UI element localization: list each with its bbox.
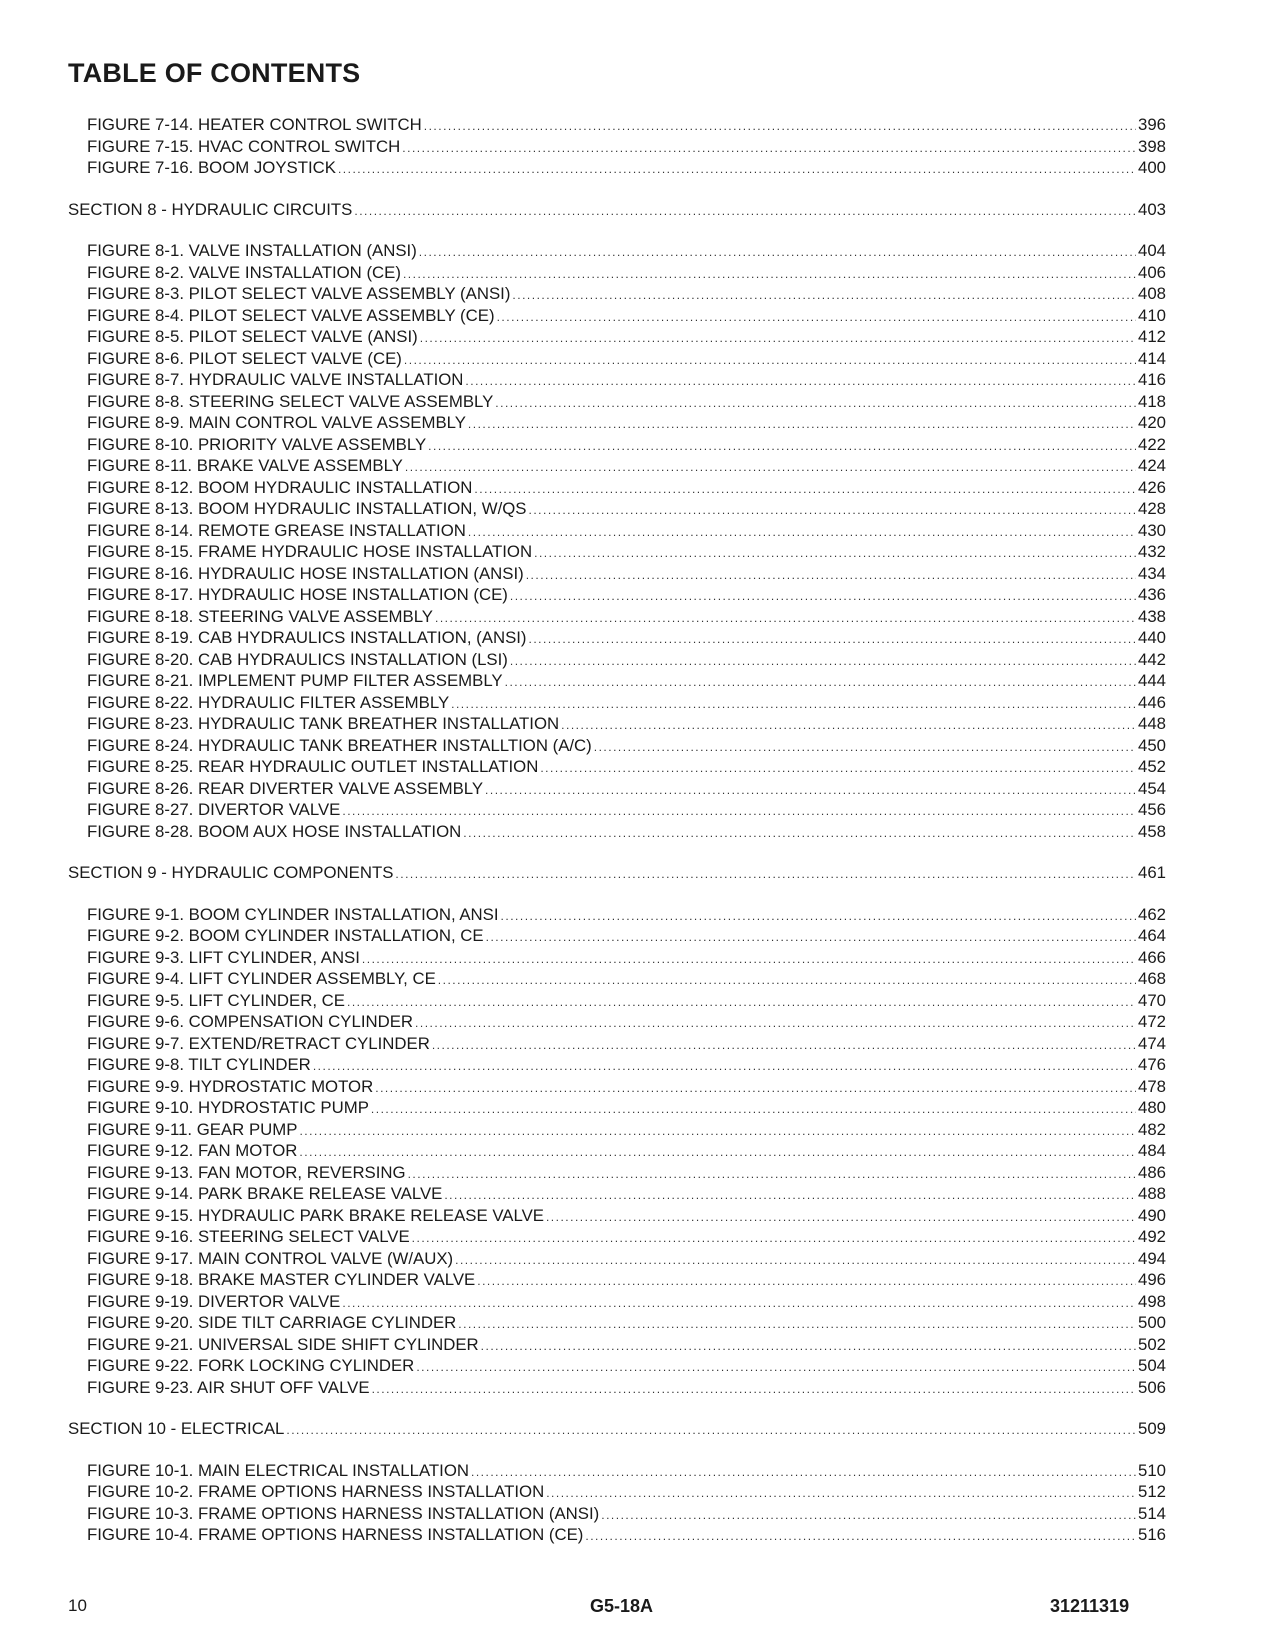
toc-entry-page: 468 [1138, 969, 1166, 988]
toc-figure-entry[interactable] [68, 947, 1166, 969]
toc-figure-entry[interactable] [68, 756, 1166, 778]
toc-entry-label: FIGURE 9-6. COMPENSATION CYLINDER [87, 1012, 414, 1031]
toc-entry-page: 470 [1138, 990, 1166, 1010]
toc-entry-label: FIGURE 8-21. IMPLEMENT PUMP FILTER ASSEMBLY [87, 671, 503, 690]
toc-figure-entry[interactable] [68, 1334, 1166, 1356]
dot-leader [375, 1076, 1136, 1100]
dot-leader [529, 627, 1136, 651]
toc-figure-entry[interactable] [68, 649, 1166, 671]
toc-entry-page: 420 [1138, 413, 1166, 432]
toc-figure-entry[interactable] [68, 1011, 1166, 1033]
toc-figure-entry[interactable] [68, 477, 1166, 499]
toc-entry-page: 472 [1138, 1012, 1166, 1031]
dot-leader [561, 713, 1136, 737]
toc-entry-page: 456 [1138, 800, 1166, 819]
toc-entry-label: FIGURE 8-15. FRAME HYDRAULIC HOSE INSTALLATION [87, 542, 533, 561]
dot-leader [495, 391, 1136, 415]
toc-entry-label: FIGURE 8-8. STEERING SELECT VALVE ASSEMBLY [87, 391, 494, 411]
toc-figure-entry[interactable] [68, 498, 1166, 520]
toc-figure-entry[interactable] [68, 1033, 1166, 1055]
toc-entry-page: 446 [1138, 692, 1166, 712]
toc-entry-label: FIGURE 8-10. PRIORITY VALVE ASSEMBLY [87, 434, 427, 454]
toc-entry-label: FIGURE 9-17. MAIN CONTROL VALVE (W/AUX) [87, 1248, 454, 1268]
toc-figure-entry[interactable] [68, 1269, 1166, 1291]
toc-entry-page: 461 [1138, 863, 1166, 882]
toc-entry-page: 418 [1138, 391, 1166, 411]
toc-figure-entry[interactable] [68, 455, 1166, 477]
dot-leader [463, 821, 1136, 845]
toc-entry-label: FIGURE 7-14. HEATER CONTROL SWITCH [87, 115, 422, 134]
toc-entry-label: FIGURE 8-3. PILOT SELECT VALVE ASSEMBLY (ANSI) [87, 284, 511, 303]
toc-entry-label: FIGURE 8-1. VALVE INSTALLATION (ANSI) [87, 241, 417, 260]
toc-entry-page: 398 [1138, 136, 1166, 156]
toc-entry-page: 486 [1138, 1162, 1166, 1182]
toc-figure-entry[interactable] [68, 434, 1166, 456]
dot-leader [451, 692, 1136, 716]
dot-leader [371, 1097, 1136, 1121]
toc-entry-page: 490 [1138, 1205, 1166, 1225]
toc-entry-page: 424 [1138, 456, 1166, 475]
toc-entry-page: 442 [1138, 649, 1166, 669]
dot-leader [529, 498, 1137, 522]
dot-leader [313, 1054, 1136, 1078]
toc-figure-entry[interactable] [68, 1503, 1166, 1525]
dot-leader [354, 199, 1136, 223]
toc-figure-entry[interactable] [68, 606, 1166, 628]
dot-leader [477, 1269, 1136, 1293]
toc-entry-label: FIGURE 8-13. BOOM HYDRAULIC INSTALLATION, W/QS [87, 499, 527, 518]
toc-entry-page: 474 [1138, 1033, 1166, 1053]
toc-entry-label: FIGURE 9-19. DIVERTOR VALVE [87, 1291, 341, 1311]
dot-leader [286, 1418, 1136, 1442]
toc-entry-label: FIGURE 7-16. BOOM JOYSTICK [87, 158, 336, 177]
toc-entry-page: 492 [1138, 1227, 1166, 1246]
dot-leader [546, 1205, 1136, 1229]
toc-entry-page: 448 [1138, 714, 1166, 733]
toc-entry-label: FIGURE 8-14. REMOTE GREASE INSTALLATION [87, 520, 466, 540]
toc-entry-page: 509 [1138, 1419, 1166, 1438]
toc-entry-page: 406 [1138, 262, 1166, 282]
toc-figure-entry[interactable] [68, 1291, 1166, 1313]
toc-figure-entry[interactable] [68, 1162, 1166, 1184]
toc-figure-entry[interactable] [68, 1524, 1166, 1546]
toc-entry-label: FIGURE 10-3. FRAME OPTIONS HARNESS INSTALLATION (ANSI) [87, 1503, 600, 1523]
toc-figure-entry[interactable] [68, 821, 1166, 843]
toc-entry-page: 400 [1138, 158, 1166, 177]
toc-entry-page: 464 [1138, 926, 1166, 945]
toc-figure-entry[interactable] [68, 391, 1166, 413]
toc-entry-label: FIGURE 8-11. BRAKE VALVE ASSEMBLY [87, 456, 403, 475]
toc-entry-page: 496 [1138, 1270, 1166, 1289]
dot-leader [419, 240, 1136, 264]
dot-leader [415, 1011, 1136, 1035]
toc-entry-page: 396 [1138, 115, 1166, 134]
toc-section-entry[interactable] [68, 199, 1166, 221]
toc-figure-entry[interactable] [68, 157, 1166, 179]
toc-entry-page: 462 [1138, 904, 1166, 924]
dot-leader [468, 520, 1136, 544]
toc-entry-label: FIGURE 9-23. AIR SHUT OFF VALVE [87, 1377, 370, 1397]
toc-entry-label: FIGURE 9-22. FORK LOCKING CYLINDER [87, 1356, 415, 1375]
toc-entry-label: FIGURE 9-7. EXTEND/RETRACT CYLINDER [87, 1033, 430, 1053]
dot-leader [510, 649, 1136, 673]
toc-entry-label: FIGURE 9-1. BOOM CYLINDER INSTALLATION, ANSI [87, 904, 499, 924]
toc-entry-label: FIGURE 9-13. FAN MOTOR, REVERSING [87, 1162, 406, 1182]
toc-figure-entry[interactable] [68, 1097, 1166, 1119]
toc-entry-label: FIGURE 10-1. MAIN ELECTRICAL INSTALLATION [87, 1460, 470, 1480]
toc-entry-page: 432 [1138, 542, 1166, 561]
dot-leader [512, 283, 1136, 307]
toc-figure-entry[interactable] [68, 348, 1166, 370]
dot-leader [428, 434, 1136, 458]
toc-entry-page: 466 [1138, 947, 1166, 967]
toc-entry-page: 506 [1138, 1377, 1166, 1397]
toc-entry-label: FIGURE 10-2. FRAME OPTIONS HARNESS INSTALLATION [87, 1482, 545, 1501]
dot-leader [444, 1183, 1136, 1207]
toc-entry-page: 452 [1138, 757, 1166, 776]
toc-figure-entry[interactable] [68, 799, 1166, 821]
toc-entry-page: 416 [1138, 370, 1166, 389]
toc-entry-label: FIGURE 9-20. SIDE TILT CARRIAGE CYLINDER [87, 1313, 457, 1332]
toc-figure-entry[interactable] [68, 1377, 1166, 1399]
toc-entry-label: FIGURE 9-8. TILT CYLINDER [87, 1055, 311, 1074]
dot-leader [471, 1460, 1136, 1484]
toc-entry-page: 454 [1138, 778, 1166, 798]
toc-entry-label: FIGURE 8-18. STEERING VALVE ASSEMBLY [87, 606, 433, 626]
toc-figure-entry[interactable] [68, 1355, 1166, 1377]
toc-figure-entry[interactable] [68, 369, 1166, 391]
dot-leader [408, 1162, 1136, 1186]
toc-entry-label: FIGURE 8-5. PILOT SELECT VALVE (ANSI) [87, 327, 418, 346]
dot-leader [372, 1377, 1136, 1401]
toc-entry-page: 478 [1138, 1076, 1166, 1096]
toc-entry-label: SECTION 10 - ELECTRICAL [68, 1419, 285, 1438]
toc-figure-entry[interactable] [68, 735, 1166, 757]
toc-entry-page: 480 [1138, 1098, 1166, 1117]
toc-entry-label: FIGURE 8-24. HYDRAULIC TANK BREATHER INSTALLTION (A/C) [87, 735, 592, 755]
toc-entry-page: 422 [1138, 434, 1166, 454]
toc-entry-page: 512 [1138, 1482, 1166, 1501]
toc-entry-label: FIGURE 8-22. HYDRAULIC FILTER ASSEMBLY [87, 692, 450, 712]
toc-entry-label: FIGURE 8-6. PILOT SELECT VALVE (CE) [87, 348, 402, 368]
dot-leader [486, 925, 1136, 949]
dot-leader [505, 670, 1136, 694]
toc-entry-page: 428 [1138, 499, 1166, 518]
toc-entry-page: 412 [1138, 327, 1166, 346]
toc-figure-entry[interactable] [68, 412, 1166, 434]
toc-figure-entry[interactable] [68, 1205, 1166, 1227]
dot-leader [465, 369, 1136, 393]
dot-leader [299, 1119, 1136, 1143]
toc-figure-entry[interactable] [68, 1076, 1166, 1098]
toc-entry-label: FIGURE 9-16. STEERING SELECT VALVE [87, 1227, 410, 1246]
dot-leader [342, 799, 1136, 823]
toc-section-entry[interactable] [68, 1418, 1166, 1440]
toc-entry-page: 476 [1138, 1055, 1166, 1074]
toc-entry-label: FIGURE 10-4. FRAME OPTIONS HARNESS INSTALLATION (CE) [87, 1525, 584, 1544]
toc-entry-label: FIGURE 8-25. REAR HYDRAULIC OUTLET INSTALLATION [87, 757, 539, 776]
toc-section-entry[interactable] [68, 862, 1166, 884]
dot-leader [420, 326, 1136, 350]
toc-entry-label: SECTION 9 - HYDRAULIC COMPONENTS [68, 863, 394, 882]
toc-figure-entry[interactable] [68, 1140, 1166, 1162]
toc-entry-page: 484 [1138, 1141, 1166, 1160]
toc-entry-label: FIGURE 8-19. CAB HYDRAULICS INSTALLATION, (ANSI) [87, 628, 527, 647]
toc-entry-page: 438 [1138, 606, 1166, 626]
toc-entry-page: 436 [1138, 585, 1166, 604]
toc-entry-page: 450 [1138, 735, 1166, 755]
toc-entry-page: 500 [1138, 1313, 1166, 1332]
toc-figure-entry[interactable] [68, 1312, 1166, 1334]
dot-leader [534, 541, 1136, 565]
dot-leader [347, 990, 1136, 1014]
toc-figure-entry[interactable] [68, 283, 1166, 305]
dot-leader [510, 584, 1136, 608]
toc-figure-entry[interactable] [68, 713, 1166, 735]
dot-leader [362, 947, 1136, 971]
dot-leader [458, 1312, 1136, 1336]
dot-leader [404, 348, 1136, 372]
toc-entry-page: 514 [1138, 1503, 1166, 1523]
toc-entry-label: FIGURE 9-14. PARK BRAKE RELEASE VALVE [87, 1184, 443, 1203]
dot-leader [455, 1248, 1136, 1272]
dot-leader [546, 1481, 1136, 1505]
toc-entry-page: 404 [1138, 241, 1166, 260]
toc-entry-page: 458 [1138, 821, 1166, 841]
dot-leader [435, 606, 1136, 630]
toc-figure-entry[interactable] [68, 520, 1166, 542]
toc-entry-label: FIGURE 8-23. HYDRAULIC TANK BREATHER INSTALLATION [87, 714, 560, 733]
toc-figure-entry[interactable] [68, 563, 1166, 585]
dot-leader [497, 305, 1136, 329]
toc-entry-page: 504 [1138, 1356, 1166, 1375]
toc-figure-entry[interactable] [68, 136, 1166, 158]
toc-figure-entry[interactable] [68, 925, 1166, 947]
dot-leader [526, 563, 1136, 587]
toc-entry-label: FIGURE 8-16. HYDRAULIC HOSE INSTALLATION (ANSI) [87, 563, 524, 583]
toc-entry-label: FIGURE 9-3. LIFT CYLINDER, ANSI [87, 947, 360, 967]
toc-entry-page: 494 [1138, 1248, 1166, 1268]
dot-leader [594, 735, 1136, 759]
toc-entry-page: 444 [1138, 671, 1166, 690]
toc-figure-entry[interactable] [68, 1054, 1166, 1076]
dot-leader [468, 412, 1136, 436]
toc-entry-label: FIGURE 9-21. UNIVERSAL SIDE SHIFT CYLINDER [87, 1334, 479, 1354]
toc-entry-page: 488 [1138, 1184, 1166, 1203]
toc-figure-entry[interactable] [68, 1460, 1166, 1482]
toc-entry-page: 434 [1138, 563, 1166, 583]
toc-entry-page: 430 [1138, 520, 1166, 540]
toc-entry-label: FIGURE 8-4. PILOT SELECT VALVE ASSEMBLY (CE) [87, 305, 495, 325]
toc-figure-entry[interactable] [68, 968, 1166, 990]
toc-figure-entry[interactable] [68, 305, 1166, 327]
toc-figure-entry[interactable] [68, 240, 1166, 262]
toc-figure-entry[interactable] [68, 904, 1166, 926]
dot-leader [403, 262, 1136, 286]
toc-entry-label: FIGURE 9-15. HYDRAULIC PARK BRAKE RELEASE VALVE [87, 1205, 544, 1225]
toc-figure-entry[interactable] [68, 114, 1166, 136]
dot-leader [402, 136, 1136, 160]
toc-figure-entry[interactable] [68, 584, 1166, 606]
toc-entry-label: FIGURE 9-18. BRAKE MASTER CYLINDER VALVE [87, 1270, 476, 1289]
toc-entry-page: 426 [1138, 477, 1166, 497]
dot-leader [501, 904, 1136, 928]
dot-leader [299, 1140, 1136, 1164]
toc-entry-label: FIGURE 7-15. HVAC CONTROL SWITCH [87, 136, 401, 156]
toc-entry-label: FIGURE 8-26. REAR DIVERTER VALVE ASSEMBLY [87, 778, 484, 798]
footer-page-number: 10 [68, 1596, 87, 1615]
toc-entry-label: FIGURE 8-2. VALVE INSTALLATION (CE) [87, 262, 401, 282]
toc-figure-entry[interactable] [68, 778, 1166, 800]
toc-entry-page: 414 [1138, 348, 1166, 368]
toc-entry-page: 440 [1138, 628, 1166, 647]
toc-entry-label: FIGURE 9-9. HYDROSTATIC MOTOR [87, 1076, 374, 1096]
toc-entry-label: FIGURE 8-28. BOOM AUX HOSE INSTALLATION [87, 821, 462, 841]
toc-entry-label: FIGURE 9-4. LIFT CYLINDER ASSEMBLY, CE [87, 969, 436, 988]
toc-entry-page: 516 [1138, 1525, 1166, 1544]
toc-entry-label: FIGURE 8-12. BOOM HYDRAULIC INSTALLATION [87, 477, 473, 497]
toc-entry-page: 482 [1138, 1119, 1166, 1139]
footer-model: G5-18A [590, 1596, 654, 1616]
dot-leader [601, 1503, 1136, 1527]
toc-figure-entry[interactable] [68, 1226, 1166, 1248]
dot-leader [474, 477, 1136, 501]
toc-entry-label: FIGURE 9-5. LIFT CYLINDER, CE [87, 990, 345, 1010]
dot-leader [416, 1355, 1136, 1379]
toc-figure-entry[interactable] [68, 1481, 1166, 1503]
dot-leader [424, 114, 1136, 138]
dot-leader [342, 1291, 1136, 1315]
dot-leader [412, 1226, 1136, 1250]
dot-leader [585, 1524, 1136, 1548]
toc-figure-entry[interactable] [68, 692, 1166, 714]
table-of-contents [68, 114, 1166, 1546]
toc-entry-label: FIGURE 8-27. DIVERTOR VALVE [87, 800, 341, 819]
toc-figure-entry[interactable] [68, 627, 1166, 649]
toc-entry-page: 510 [1138, 1460, 1166, 1480]
toc-figure-entry[interactable] [68, 1248, 1166, 1270]
toc-entry-page: 410 [1138, 305, 1166, 325]
toc-entry-page: 403 [1138, 199, 1166, 219]
dot-leader [481, 1334, 1136, 1358]
dot-leader [438, 968, 1136, 992]
dot-leader [485, 778, 1136, 802]
toc-entry-label: FIGURE 9-10. HYDROSTATIC PUMP [87, 1098, 369, 1117]
toc-entry-label: FIGURE 9-11. GEAR PUMP [87, 1119, 298, 1139]
toc-figure-entry[interactable] [68, 541, 1166, 563]
toc-figure-entry[interactable] [68, 1183, 1166, 1205]
toc-entry-label: FIGURE 8-9. MAIN CONTROL VALVE ASSEMBLY [87, 413, 466, 432]
toc-figure-entry[interactable] [68, 1119, 1166, 1141]
dot-leader [338, 157, 1136, 181]
dot-leader [395, 862, 1136, 886]
toc-entry-label: FIGURE 9-12. FAN MOTOR [87, 1141, 298, 1160]
toc-figure-entry[interactable] [68, 990, 1166, 1012]
toc-entry-page: 498 [1138, 1291, 1166, 1311]
toc-figure-entry[interactable] [68, 326, 1166, 348]
toc-entry-label: FIGURE 9-2. BOOM CYLINDER INSTALLATION, CE [87, 926, 484, 945]
footer-doc-number: 31211319 [1050, 1596, 1130, 1616]
toc-entry-label: FIGURE 8-20. CAB HYDRAULICS INSTALLATION (LSI) [87, 649, 508, 669]
toc-entry-label: FIGURE 8-17. HYDRAULIC HOSE INSTALLATION (CE) [87, 585, 508, 604]
toc-entry-label: FIGURE 8-7. HYDRAULIC VALVE INSTALLATION [87, 370, 464, 389]
toc-figure-entry[interactable] [68, 262, 1166, 284]
dot-leader [432, 1033, 1136, 1057]
toc-entry-page: 408 [1138, 284, 1166, 303]
page-title: TABLE OF CONTENTS [68, 58, 361, 88]
toc-entry-label: SECTION 8 - HYDRAULIC CIRCUITS [68, 199, 353, 219]
toc-entry-page: 502 [1138, 1334, 1166, 1354]
dot-leader [540, 756, 1136, 780]
toc-figure-entry[interactable] [68, 670, 1166, 692]
dot-leader [405, 455, 1136, 479]
